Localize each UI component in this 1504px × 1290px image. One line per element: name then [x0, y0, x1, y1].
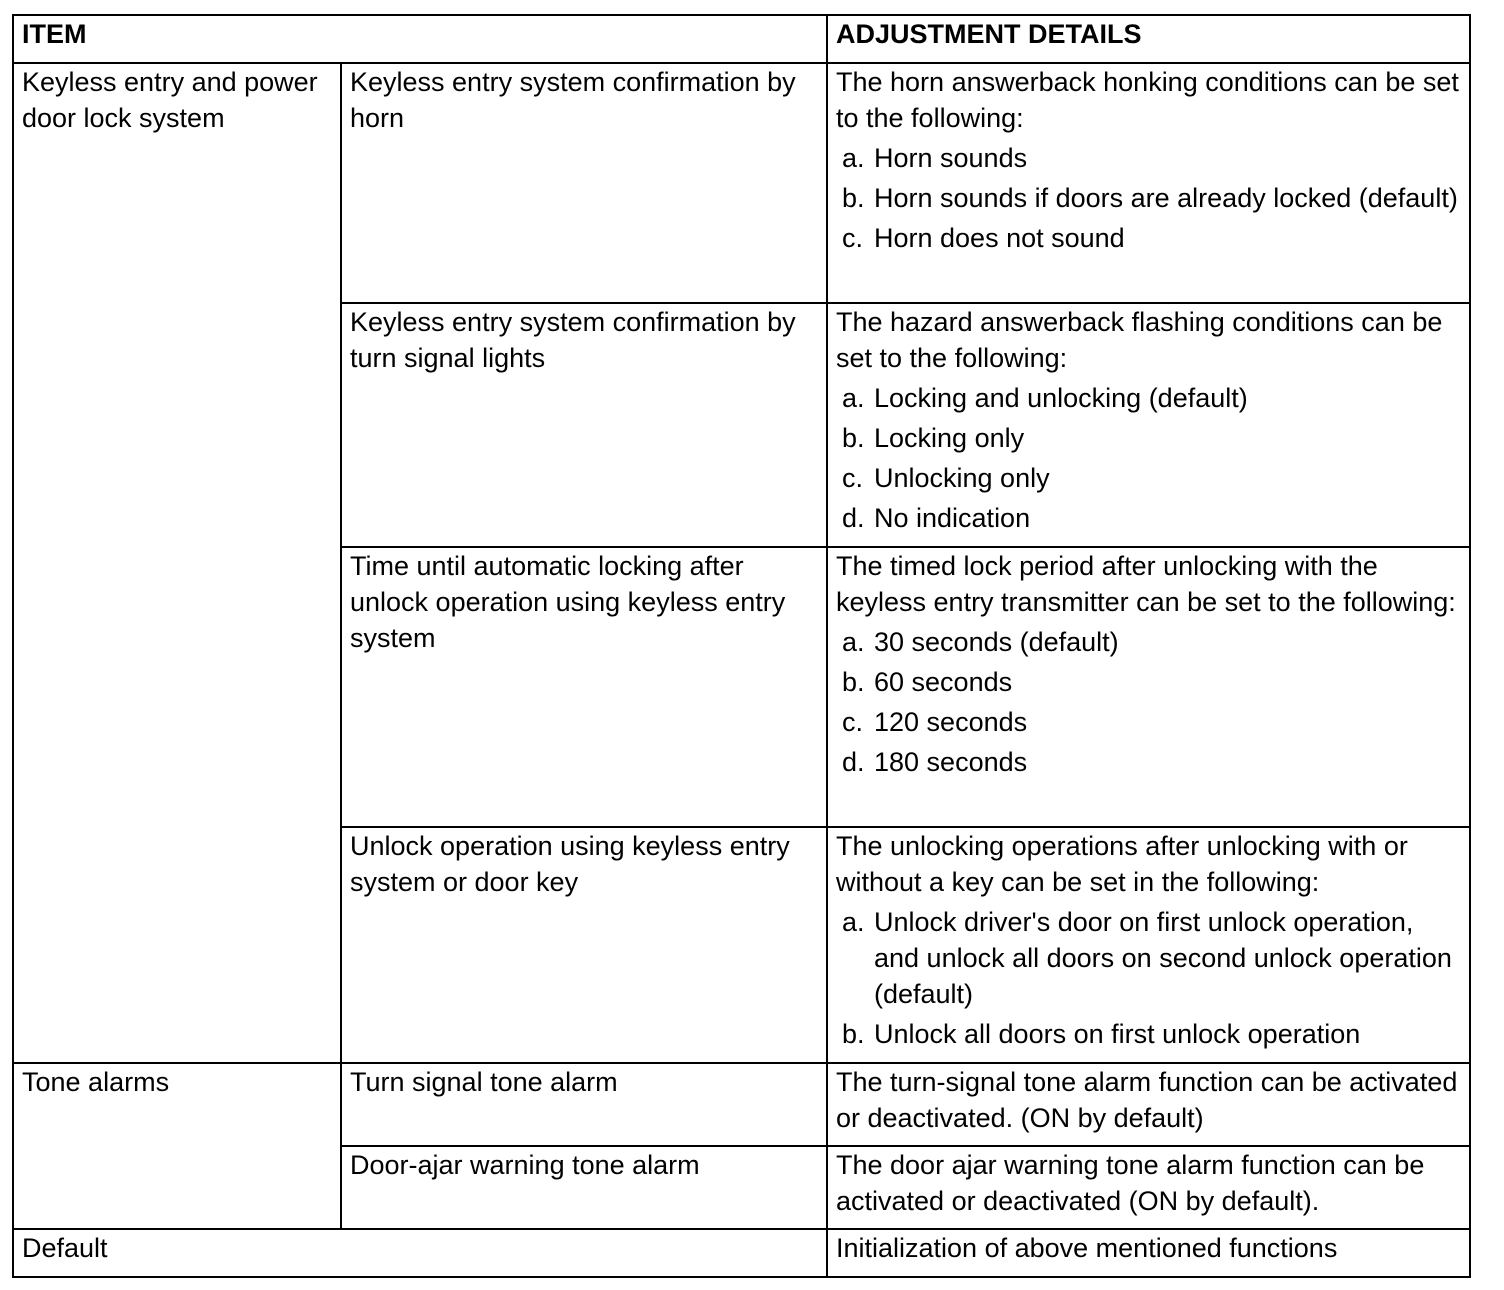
option-text: Horn does not sound — [874, 223, 1125, 253]
details-intro: The horn answerback honking conditions can be set to the following: — [836, 67, 1459, 133]
details-intro: The timed lock period after unlocking with the keyless entry transmitter can be set to the following: — [836, 551, 1456, 617]
details-cell — [827, 827, 1470, 1063]
item-cell: Unlock operation using keyless entry system or door key — [341, 827, 827, 1063]
options-list — [836, 904, 1461, 1052]
adjustment-table — [12, 14, 1471, 1278]
options-list — [836, 140, 1461, 256]
item-cell: Door-ajar warning tone alarm — [341, 1146, 827, 1229]
details-cell — [827, 303, 1470, 547]
details-cell: The turn-signal tone alarm function can be activated or deactivated. (ON by default) — [827, 1063, 1470, 1146]
details-cell — [827, 63, 1470, 303]
header-details: ADJUSTMENT DETAILS — [827, 15, 1470, 63]
item-cell: Turn signal tone alarm — [341, 1063, 827, 1146]
option-text: 60 seconds — [874, 667, 1013, 697]
option — [836, 140, 1461, 176]
details-cell: The door ajar warning tone alarm function can be activated or deactivated (ON by default). — [827, 1146, 1470, 1229]
options-list — [836, 624, 1461, 780]
table-row — [13, 1229, 1470, 1277]
item-cell: Keyless entry system confirmation by turn signal lights — [341, 303, 827, 547]
option-text: 120 seconds — [874, 707, 1028, 737]
option-marker: b. — [842, 183, 865, 213]
option-marker: c. — [842, 463, 864, 493]
option — [836, 1016, 1461, 1052]
option — [836, 420, 1461, 456]
details-intro: The hazard answerback flashing conditions can be set to the following: — [836, 307, 1443, 373]
option — [836, 624, 1461, 660]
option-text: Unlock all doors on first unlock operation — [874, 1019, 1361, 1049]
option-marker: a. — [842, 383, 865, 413]
option-marker: c. — [842, 707, 864, 737]
option — [836, 220, 1461, 256]
group-tone: Tone alarms — [13, 1063, 341, 1229]
option-marker: b. — [842, 423, 865, 453]
header-item: ITEM — [13, 15, 827, 63]
option — [836, 664, 1461, 700]
group-keyless: Keyless entry and power door lock system — [13, 63, 341, 1063]
option-marker: a. — [842, 143, 865, 173]
option — [836, 460, 1461, 496]
option-marker: d. — [842, 503, 865, 533]
options-list — [836, 380, 1461, 536]
option-marker: a. — [842, 627, 865, 657]
option-marker: a. — [842, 907, 865, 937]
option — [836, 500, 1461, 536]
option-text: 30 seconds (default) — [874, 627, 1119, 657]
option-text: No indication — [874, 503, 1031, 533]
option-text: Locking only — [874, 423, 1025, 453]
option-marker: c. — [842, 223, 864, 253]
table-row — [13, 1063, 1470, 1146]
option-text: Unlocking only — [874, 463, 1050, 493]
option — [836, 744, 1461, 780]
option — [836, 704, 1461, 740]
option — [836, 904, 1461, 1012]
details-intro: The unlocking operations after unlocking with or without a key can be set in the following: — [836, 831, 1408, 897]
item-cell: Keyless entry system confirmation by horn — [341, 63, 827, 303]
option-text: Horn sounds — [874, 143, 1028, 173]
details-cell — [827, 547, 1470, 827]
table-row — [13, 63, 1470, 303]
option-marker: d. — [842, 747, 865, 777]
option — [836, 380, 1461, 416]
header-row — [13, 15, 1470, 63]
option-text: Locking and unlocking (default) — [874, 383, 1248, 413]
option — [836, 180, 1461, 216]
option-text: 180 seconds — [874, 747, 1028, 777]
option-text: Horn sounds if doors are already locked (default) — [874, 183, 1458, 213]
option-marker: b. — [842, 667, 865, 697]
details-cell: Initialization of above mentioned functions — [827, 1229, 1470, 1277]
option-text: Unlock driver's door on first unlock operation, and unlock all doors on second unlock operation (default) — [874, 907, 1452, 1009]
option-marker: b. — [842, 1019, 865, 1049]
group-default: Default — [13, 1229, 827, 1277]
item-cell: Time until automatic locking after unlock operation using keyless entry system — [341, 547, 827, 827]
